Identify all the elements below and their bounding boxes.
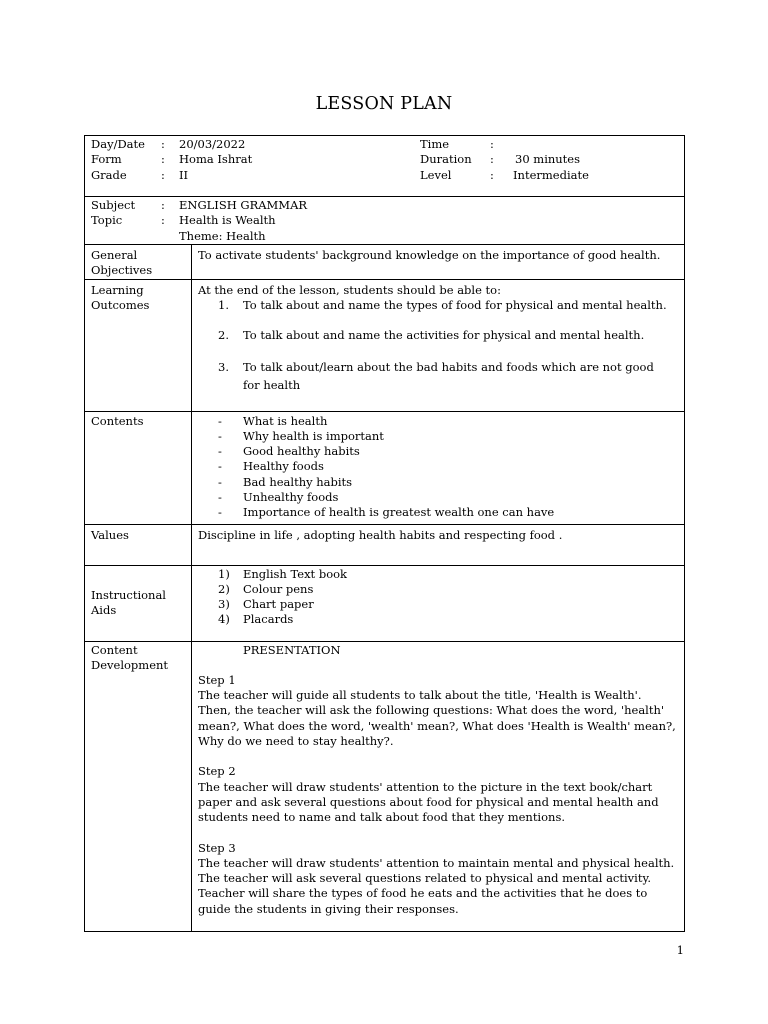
form-label: Form (91, 152, 122, 167)
values-row (85, 524, 685, 565)
colon: : (490, 167, 494, 182)
day-date-label: Day/Date (91, 137, 145, 151)
time-label: Time (420, 137, 450, 151)
step-block (198, 673, 678, 749)
item-text: Healthy foods (243, 459, 324, 474)
item-text: Why health is important (243, 428, 384, 443)
contents-row (85, 411, 685, 524)
list-item: - Unhealthy foods (218, 490, 339, 505)
item-text: Good healthy habits (243, 444, 360, 459)
list-item: - Why health is important (218, 428, 384, 443)
duration-value: 30 minutes (515, 152, 581, 167)
page-title: LESSON PLAN (315, 94, 453, 114)
item-number: 1. (218, 297, 229, 312)
level-label: Level (420, 167, 452, 182)
item-number: 2) (218, 581, 230, 596)
step-text: The teacher will draw students' attention to the picture in the text book/chart paper and ask several questions about food for physical and mental health and students need to name and talk about food that they mentions. (198, 779, 659, 825)
instructional-aids-label: Instructional Aids (85, 565, 192, 641)
grade-value: II (179, 167, 189, 182)
item-text: To talk about and name the activities for physical and mental health. (243, 328, 645, 343)
subject-row (85, 197, 685, 245)
item-number: 2. (218, 328, 229, 343)
colon: : (490, 137, 494, 151)
colon: : (161, 213, 165, 228)
item-number: 4) (218, 612, 230, 627)
learning-outcomes-intro: At the end of the lesson, students should be able to: (198, 282, 501, 297)
theme-value: Theme: Health (179, 228, 266, 243)
item-text: Colour pens (243, 581, 314, 596)
colon: : (161, 198, 165, 212)
grade-label: Grade (91, 167, 127, 182)
item-number: 3) (218, 597, 230, 612)
instructional-aids-list (198, 567, 678, 628)
list-item (198, 597, 678, 612)
item-text: Chart paper (243, 597, 314, 612)
contents-label: Contents (85, 411, 192, 524)
list-item (198, 358, 678, 394)
item-number: 1) (218, 566, 230, 581)
step-block (198, 764, 678, 825)
item-text: What is health (243, 413, 328, 428)
level-value: Intermediate (513, 167, 589, 182)
subject-label: Subject (91, 198, 136, 212)
item-text: English Text book (243, 566, 348, 581)
list-item (198, 328, 678, 343)
general-objectives-text: To activate students' background knowledge on the importance of good health. (192, 245, 685, 280)
topic-value: Health is Wealth (179, 213, 276, 228)
list-item: - Healthy foods (218, 459, 324, 474)
content-development-label: Development (91, 657, 169, 672)
colon: : (161, 152, 165, 167)
instructional-aids-row (85, 565, 685, 641)
item-text: Importance of health is greatest wealth one can have (243, 505, 555, 520)
step-title: Step 2 (198, 764, 236, 779)
list-item: - What is health (218, 413, 328, 428)
list-item: - Good healthy habits (218, 444, 360, 459)
item-text: Bad healthy habits (243, 474, 353, 489)
header-row (85, 136, 685, 197)
day-date-value: 20/03/2022 (179, 137, 246, 151)
colon: : (490, 152, 494, 167)
learning-outcomes-label: Learning Outcomes (85, 279, 192, 411)
contents-list (198, 414, 678, 521)
colon: : (161, 167, 165, 182)
lesson-plan-table (84, 135, 685, 932)
list-item (198, 567, 678, 582)
list-item: - Importance of health is greatest wealth one can have (218, 505, 555, 520)
step-title: Step 1 (198, 672, 236, 687)
item-text: Placards (243, 612, 294, 627)
colon: : (161, 137, 165, 151)
values-label: Values (85, 524, 192, 565)
content-development-row (85, 641, 685, 931)
item-text: Unhealthy foods (243, 490, 339, 505)
step-text: The teacher will guide all students to talk about the title, 'Health is Wealth'. Then, the teacher will ask the following questions: What does the word, 'health' mean?, What does the word, 'wealth' mean?, What does 'Health is Wealth' mean?, Why do we need to stay healthy?. (198, 688, 676, 749)
topic-label: Topic (91, 213, 123, 228)
general-objectives-label: General Objectives (85, 245, 192, 280)
list-item (198, 612, 678, 627)
form-value: Homa Ishrat (179, 152, 253, 167)
step-title: Step 3 (198, 840, 236, 855)
step-text: The teacher will draw students' attention to maintain mental and physical health. The teacher will ask several questions related to physical and mental activity. Teacher will share the types of food he eats and the activities that he does to guide the students in giving their responses. (198, 855, 675, 916)
step-block (198, 841, 678, 917)
subject-value: ENGLISH GRAMMAR (179, 198, 308, 212)
presentation-heading: PRESENTATION (243, 642, 341, 657)
duration-label: Duration (420, 152, 472, 167)
list-item (198, 298, 678, 313)
list-item (198, 582, 678, 597)
general-objectives-row (85, 245, 685, 280)
content-development-label: Content (91, 642, 138, 657)
item-text: To talk about/learn about the bad habits and foods which are not good for health (243, 360, 654, 393)
page-number: 1 (676, 943, 684, 957)
item-number: 3. (218, 360, 229, 375)
learning-outcomes-list (198, 298, 678, 395)
list-item: - Bad healthy habits (218, 474, 353, 489)
values-text: Discipline in life , adopting health habits and respecting food . (192, 524, 685, 565)
learning-outcomes-row (85, 279, 685, 411)
item-text: To talk about and name the types of food for physical and mental health. (243, 297, 667, 312)
